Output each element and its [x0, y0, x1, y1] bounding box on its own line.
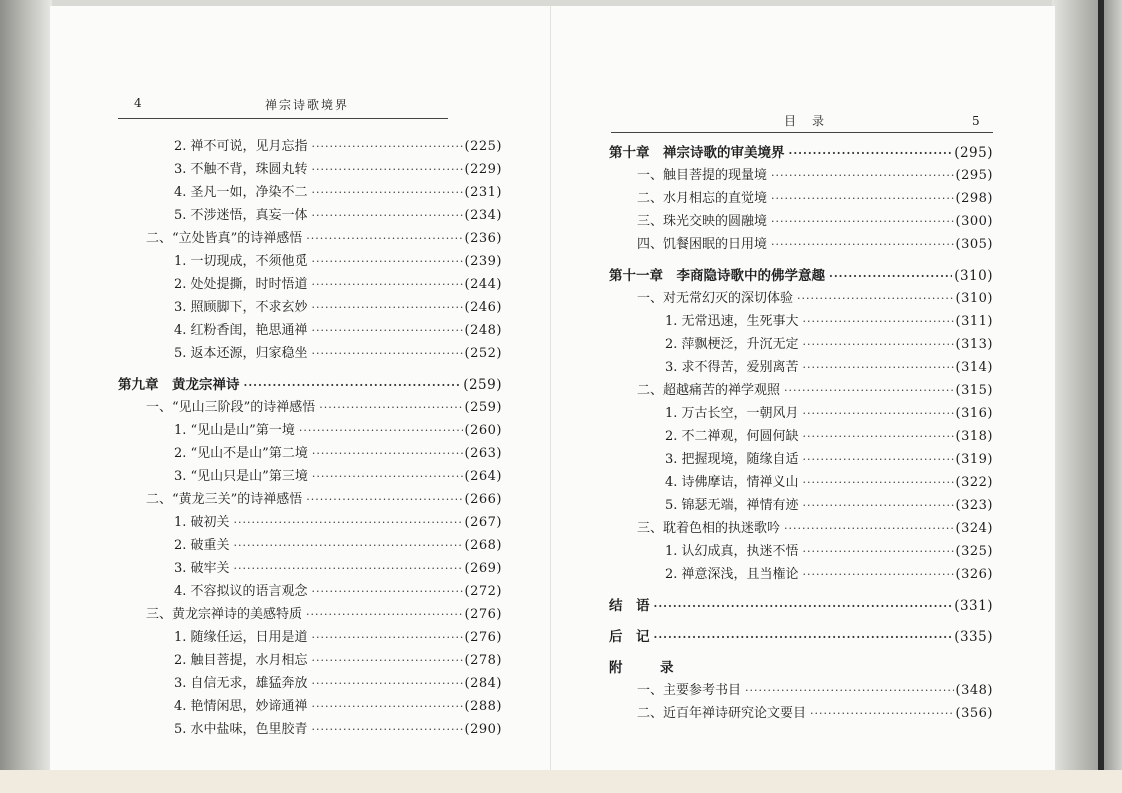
toc-entry-page: (288): [464, 699, 502, 714]
dot-leader: [810, 703, 954, 725]
toc-entry-page: (305): [955, 237, 993, 252]
toc-entry-title: 二、水月相忘的直觉境: [637, 191, 768, 206]
dot-leader: [312, 719, 463, 741]
dot-leader: [829, 266, 952, 288]
toc-entry-title: 5. 水中盐味，色里胶青: [174, 722, 308, 737]
toc-entry-title: 2. 禅不可说，见月忘指: [174, 139, 308, 154]
dot-leader: [803, 311, 954, 333]
toc-entry-title: 3. 把握现境，随缘自适: [665, 452, 799, 467]
toc-entry-title: 5. 不涉迷悟，真妄一体: [174, 208, 308, 223]
toc-entry-page: (259): [463, 377, 502, 393]
dot-leader: [312, 466, 463, 488]
toc-entry-page: (260): [464, 423, 502, 438]
toc-entry-page: (268): [464, 538, 502, 553]
toc-entry-page: (276): [464, 607, 502, 622]
toc-entry-page: (278): [464, 653, 502, 668]
dot-leader: [312, 159, 463, 181]
toc-entry: [174, 627, 502, 649]
toc-entry-title: 后 记: [609, 629, 650, 645]
dot-leader: [312, 627, 463, 649]
dot-leader: [789, 143, 953, 165]
dot-leader: [312, 251, 463, 273]
dot-leader: [784, 380, 954, 402]
toc-entry-page: (244): [464, 277, 502, 292]
toc-entry: [609, 626, 993, 648]
toc-entry-page: (259): [464, 400, 502, 415]
toc-entry-page: (252): [464, 346, 502, 361]
dot-leader: [234, 535, 463, 557]
toc-entry-title: 1. “见山是山”第一境: [174, 423, 295, 438]
dot-leader: [312, 274, 463, 296]
toc-entry-title: 3. 自信无求，雄猛奔放: [174, 676, 308, 691]
toc-entry-title: 一、主要参考书目: [637, 683, 742, 698]
toc-entry-title: 1. 认幻成真，执迷不悟: [665, 544, 799, 559]
toc-entry: [637, 234, 993, 256]
dot-leader: [306, 228, 462, 250]
toc-entry-title: 2. 处处提撕，时时悟道: [174, 277, 308, 292]
toc-entry: [174, 696, 502, 718]
dot-leader: [803, 449, 954, 471]
scan-shadow-right: [1052, 0, 1122, 793]
toc-entry: [118, 374, 502, 396]
toc-entry: [174, 558, 502, 580]
right-running-title: 目 录: [784, 114, 827, 128]
toc-entry-page: (300): [955, 214, 993, 229]
dot-leader: [312, 343, 463, 365]
toc-entry-page: (356): [955, 706, 993, 721]
toc-entry: [174, 136, 502, 158]
toc-entry-page: (269): [464, 561, 502, 576]
toc-entry: [146, 397, 502, 419]
dot-leader: [244, 375, 462, 397]
dot-leader: [745, 680, 954, 702]
toc-entry-page: (272): [464, 584, 502, 599]
dot-leader: [803, 334, 954, 356]
toc-entry-page: (266): [464, 492, 502, 507]
toc-entry-page: (310): [955, 291, 993, 306]
dot-leader: [312, 205, 463, 227]
toc-entry-page: (335): [954, 629, 993, 645]
toc-entry-page: (348): [955, 683, 993, 698]
dot-leader: [312, 581, 463, 603]
toc-entry-title: 1. 无常迅速，生死事大: [665, 314, 799, 329]
toc-entry-title: 5. 锦瑟无端，禅情有迹: [665, 498, 799, 513]
toc-entry-page: (295): [955, 168, 993, 183]
toc-entry-title: 3. 照顾脚下，不求玄妙: [174, 300, 308, 315]
right-page-number: 5: [972, 114, 982, 128]
toc-entry-page: (314): [955, 360, 993, 375]
toc-entry-page: (236): [464, 231, 502, 246]
toc-entry-page: (322): [955, 475, 993, 490]
dot-leader: [771, 211, 954, 233]
dot-leader: [306, 489, 462, 511]
toc-entry: [609, 595, 993, 617]
toc-entry: [637, 380, 993, 402]
toc-entry-page: (315): [955, 383, 993, 398]
left-page: [50, 6, 550, 770]
dot-leader: [312, 696, 463, 718]
toc-entry-title: 3. 不触不背，珠圆丸转: [174, 162, 308, 177]
scan-shadow-left: [0, 0, 52, 793]
dot-leader: [803, 426, 954, 448]
toc-entry: [609, 657, 993, 679]
dot-leader: [797, 288, 954, 310]
toc-entry-title: 4. 不容拟议的语言观念: [174, 584, 308, 599]
dot-leader: [654, 596, 953, 618]
toc-entry: [637, 188, 993, 210]
toc-entry-title: 4. 诗佛摩诘，情禅义山: [665, 475, 799, 490]
toc-entry-title: 二、超越痛苦的禅学观照: [637, 383, 781, 398]
toc-entry: [637, 211, 993, 233]
toc-entry: [174, 182, 502, 204]
left-header-rule: [118, 118, 448, 119]
toc-entry: [665, 472, 993, 494]
toc-entry-title: 3. “见山只是山”第三境: [174, 469, 308, 484]
toc-entry: [174, 251, 502, 273]
toc-entry: [665, 403, 993, 425]
left-running-title: 禅宗诗歌境界: [265, 98, 350, 112]
toc-entry-title: 3. 求不得苦，爱别离苦: [665, 360, 799, 375]
toc-entry: [637, 680, 993, 702]
toc-entry-page: (290): [464, 722, 502, 737]
toc-entry-title: 2. 禅意深浅，且当権论: [665, 567, 799, 582]
dot-leader: [803, 495, 954, 517]
toc-entry-page: (326): [955, 567, 993, 582]
scan-bottom-strip: [0, 770, 1122, 793]
dot-leader: [312, 650, 463, 672]
toc-entry-page: (310): [954, 268, 993, 284]
dot-leader: [312, 443, 463, 465]
toc-entry: [665, 449, 993, 471]
toc-entry: [174, 420, 502, 442]
toc-entry-page: (231): [464, 185, 502, 200]
dot-leader: [234, 558, 463, 580]
dot-leader: [312, 673, 463, 695]
dot-leader: [306, 604, 463, 626]
toc-entry-title: 三、珠光交映的圆融境: [637, 214, 768, 229]
toc-entry: [665, 311, 993, 333]
toc-entry: [637, 518, 993, 540]
toc-entry-title: 二、“立处皆真”的诗禅感悟: [146, 231, 303, 246]
toc-entry: [665, 426, 993, 448]
toc-entry-page: (331): [954, 598, 993, 614]
toc-entry-title: 三、黄龙宗禅诗的美感特质: [146, 607, 303, 622]
dot-leader: [299, 420, 463, 442]
toc-entry: [174, 274, 502, 296]
toc-entry: [146, 604, 502, 626]
toc-entry-page: (246): [464, 300, 502, 315]
toc-entry-title: 1. 随缘任运，日用是道: [174, 630, 308, 645]
toc-entry: [174, 581, 502, 603]
toc-entry: [174, 205, 502, 227]
toc-entry-page: (325): [955, 544, 993, 559]
toc-entry-page: (311): [955, 314, 993, 329]
toc-entry-title: 附 录: [609, 660, 686, 676]
toc-entry-title: 2. 不二禅观，何圆何缺: [665, 429, 799, 444]
toc-entry-title: 2. 触目菩提，水月相忘: [174, 653, 308, 668]
toc-entry: [665, 495, 993, 517]
dot-leader: [803, 357, 954, 379]
toc-entry-title: 第十章 禅宗诗歌的审美境界: [609, 145, 785, 161]
toc-entry: [609, 142, 993, 164]
toc-entry: [174, 159, 502, 181]
toc-entry-page: (318): [955, 429, 993, 444]
toc-entry: [174, 320, 502, 342]
toc-entry-page: (225): [464, 139, 502, 154]
toc-entry-page: (239): [464, 254, 502, 269]
toc-entry: [609, 265, 993, 287]
toc-entry-title: 2. 萍飘梗泛，升沉无定: [665, 337, 799, 352]
toc-entry-page: (295): [954, 145, 993, 161]
toc-entry-title: 一、触目菩提的现量境: [637, 168, 768, 183]
toc-entry-title: 1. 一切现成，不须他觅: [174, 254, 308, 269]
toc-entry-title: 5. 返本还源，归家稳坐: [174, 346, 308, 361]
toc-entry: [637, 165, 993, 187]
right-header-rule: [611, 132, 993, 133]
dot-leader: [803, 472, 954, 494]
toc-entry-title: 一、对无常幻灭的深切体验: [637, 291, 794, 306]
toc-entry: [637, 703, 993, 725]
dot-leader: [312, 297, 463, 319]
dot-leader: [312, 136, 463, 158]
toc-entry-title: 2. 破重关: [174, 538, 230, 553]
dot-leader: [319, 397, 462, 419]
dot-leader: [803, 564, 954, 586]
toc-entry: [174, 443, 502, 465]
toc-entry-title: 2. “见山不是山”第二境: [174, 446, 308, 461]
toc-entry: [665, 334, 993, 356]
toc-entry-page: (229): [464, 162, 502, 177]
toc-entry-title: 4. 红粉香闺，艳思通禅: [174, 323, 308, 338]
toc-entry-title: 二、近百年禅诗研究论文要目: [637, 706, 807, 721]
toc-entry-page: (323): [955, 498, 993, 513]
toc-entry-title: 1. 万古长空，一朝风月: [665, 406, 799, 421]
toc-entry: [665, 357, 993, 379]
toc-entry: [146, 228, 502, 250]
toc-entry-title: 4. 艳情闲思，妙谛通禅: [174, 699, 308, 714]
toc-entry-page: (248): [464, 323, 502, 338]
dot-leader: [803, 403, 954, 425]
toc-entry: [174, 650, 502, 672]
scan-edge-bar: [1098, 0, 1104, 793]
dot-leader: [234, 512, 463, 534]
toc-entry-page: (298): [955, 191, 993, 206]
toc-entry-title: 第十一章 李商隐诗歌中的佛学意趣: [609, 268, 825, 284]
dot-leader: [312, 182, 463, 204]
toc-entry: [174, 673, 502, 695]
toc-entry: [637, 288, 993, 310]
toc-entry-title: 1. 破初关: [174, 515, 230, 530]
toc-entry-page: (316): [955, 406, 993, 421]
toc-entry-page: (234): [464, 208, 502, 223]
toc-entry: [146, 489, 502, 511]
dot-leader: [803, 541, 954, 563]
toc-entry: [665, 541, 993, 563]
toc-entry-title: 三、耽着色相的执迷歌吟: [637, 521, 781, 536]
toc-entry: [665, 564, 993, 586]
dot-leader: [654, 627, 953, 649]
toc-entry-page: (267): [464, 515, 502, 530]
toc-entry-page: (276): [464, 630, 502, 645]
toc-entry: [174, 343, 502, 365]
toc-entry: [174, 466, 502, 488]
toc-entry-title: 一、“见山三阶段”的诗禅感悟: [146, 400, 316, 415]
left-page-number: 4: [134, 96, 144, 110]
dot-leader: [771, 165, 954, 187]
toc-entry-page: (264): [464, 469, 502, 484]
toc-entry-page: (284): [464, 676, 502, 691]
dot-leader: [784, 518, 954, 540]
toc-entry: [174, 535, 502, 557]
toc-entry: [174, 297, 502, 319]
toc-entry-title: 四、饥餐困眠的日用境: [637, 237, 768, 252]
toc-entry-title: 4. 圣凡一如，净染不二: [174, 185, 308, 200]
right-page: [550, 6, 1055, 770]
toc-entry: [174, 719, 502, 741]
dot-leader: [771, 188, 954, 210]
toc-entry-page: (313): [955, 337, 993, 352]
toc-entry-page: (319): [955, 452, 993, 467]
toc-entry-page: (324): [955, 521, 993, 536]
toc-entry-title: 结 语: [609, 598, 650, 614]
toc-entry-title: 第九章 黄龙宗禅诗: [118, 377, 240, 393]
toc-entry-page: (263): [464, 446, 502, 461]
toc-entry-title: 3. 破牢关: [174, 561, 230, 576]
dot-leader: [312, 320, 463, 342]
toc-entry: [174, 512, 502, 534]
dot-leader: [771, 234, 954, 256]
toc-entry-title: 二、“黄龙三关”的诗禅感悟: [146, 492, 303, 507]
